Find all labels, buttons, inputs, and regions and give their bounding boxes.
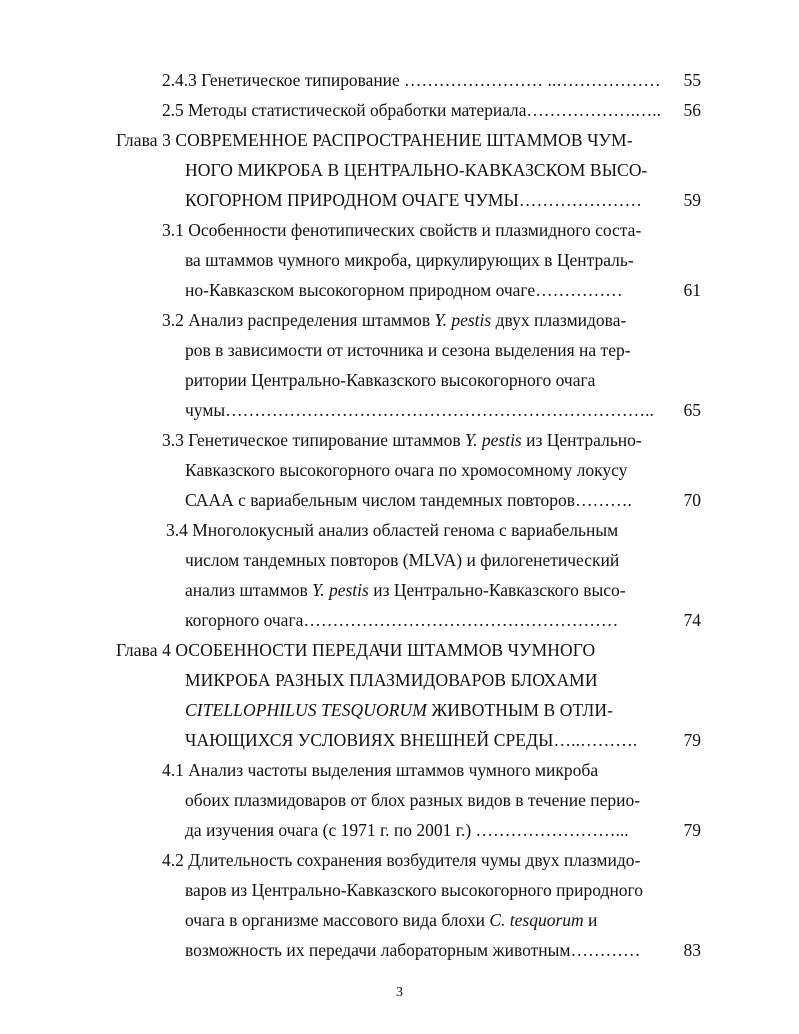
toc-entry-4-1-line-3[interactable]: да изучения очага (с 1971 г. по 2001 г.) ……………………... [185,820,629,840]
text-segment: 3.2 Анализ распределения штаммов [162,310,435,330]
toc-entry-3-1-line-2[interactable]: ва штаммов чумного микроба, циркулирующих в Централь- [185,250,634,270]
toc-entry-3-1-line-3[interactable]: но-Кавказском высокогорном природном очаге…………… [185,280,623,300]
toc-entry-3-4-line-2[interactable]: числом тандемных повторов (MLVA) и филогенетический [185,550,620,570]
toc-entry-3-2-line-3[interactable]: ритории Центрально-Кавказского высокогорного очага [185,370,596,390]
toc-entry-3-4-line-4[interactable]: когорного очага……………………………………………… [185,610,619,630]
toc-page-chapter-4: 79 [683,730,701,750]
text-segment: анализ штаммов [185,580,313,600]
text-segment: ЖИВОТНЫМ В ОТЛИ- [426,700,614,720]
toc-page-3-2: 65 [683,400,701,420]
species-name: C. tesquorum [489,910,584,930]
toc-entry-3-2-line-1[interactable] [162,310,626,330]
toc-page-chapter-3: 59 [683,190,701,210]
toc-page-3-3: 70 [683,490,701,510]
text-segment: 3.3 Генетическое типирование штаммов [162,430,465,450]
toc-entry-4-2-line-3[interactable] [185,910,597,930]
toc-chapter-4-line-3[interactable] [185,700,613,720]
text-segment: и [583,910,598,930]
toc-page-3-1: 61 [683,280,701,300]
toc-page-2-4-3: 55 [683,70,701,90]
toc-entry-4-2-line-1[interactable]: 4.2 Длительность сохранения возбудителя чумы двух плазмидо- [162,850,641,870]
toc-entry-2-5[interactable]: 2.5 Методы статистической обработки материала……………….….. [162,100,661,120]
species-name: Y. pestis [312,580,369,600]
toc-entry-4-1-line-2[interactable]: обоих плазмидоваров от блох разных видов в течение перио- [185,790,641,810]
text-segment: из Центрально-Кавказского высо- [368,580,626,600]
toc-chapter-3-line-1[interactable]: Глава 3 СОВРЕМЕННОЕ РАСПРОСТРАНЕНИЕ ШТАММОВ ЧУМ- [116,130,633,150]
toc-entry-3-2-line-2[interactable]: ров в зависимости от источника и сезона выделения на тер- [185,340,631,360]
species-name: CITELLOPHILUS TESQUORUM [185,700,427,720]
text-segment: двух плазмидова- [491,310,627,330]
toc-page-4-2: 83 [683,940,701,960]
toc-entry-3-2-line-4[interactable]: чумы……………………………………………………………….. [185,400,654,420]
toc-entry-3-3-line-3[interactable]: СААА с вариабельным числом тандемных повторов………. [185,490,632,510]
species-name: Y. pestis [434,310,492,330]
toc-chapter-3-line-3[interactable]: КОГОРНОМ ПРИРОДНОМ ОЧАГЕ ЧУМЫ………………… [185,190,643,210]
toc-entry-3-3-line-2[interactable]: Кавказского высокогорного очага по хромосомному локусу [185,460,628,480]
toc-entry-4-2-line-4[interactable]: возможность их передачи лабораторным животным………… [185,940,641,960]
toc-page-4-1: 79 [683,820,701,840]
toc-entry-4-1-line-1[interactable]: 4.1 Анализ частоты выделения штаммов чумного микроба [162,760,599,780]
species-name: Y. pestis [465,430,522,450]
toc-entry-3-4-line-3[interactable] [185,580,626,600]
text-segment: очага в организме массового вида блохи [185,910,490,930]
toc-chapter-4-line-1[interactable]: Глава 4 ОСОБЕННОСТИ ПЕРЕДАЧИ ШТАММОВ ЧУМНОГО [116,640,596,660]
toc-entry-3-4-line-1[interactable]: 3.4 Многолокусный анализ областей генома с вариабельным [166,520,619,540]
toc-chapter-4-line-4[interactable]: ЧАЮЩИХСЯ УСЛОВИЯХ ВНЕШНЕЙ СРЕДЫ…..………. [185,730,638,750]
toc-entry-3-1-line-1[interactable]: 3.1 Особенности фенотипических свойств и плазмидного соста- [162,220,642,240]
toc-page-3-4: 74 [683,610,701,630]
toc-entry-4-2-line-2[interactable]: варов из Центрально-Кавказского высокогорного природного [185,880,644,900]
toc-chapter-3-line-2[interactable]: НОГО МИКРОБА В ЦЕНТРАЛЬНО-КАВКАЗСКОМ ВЫСО- [185,160,648,180]
toc-entry-2-4-3[interactable]: 2.4.3 Генетическое типирование …………………… ..……………… [162,70,661,90]
toc-entry-3-3-line-1[interactable] [162,430,642,450]
page-number: 3 [396,985,403,1000]
text-segment: из Центрально- [521,430,642,450]
toc-chapter-4-line-2[interactable]: МИКРОБА РАЗНЫХ ПЛАЗМИДОВАРОВ БЛОХАМИ [185,670,598,690]
toc-page-2-5: 56 [683,100,701,120]
